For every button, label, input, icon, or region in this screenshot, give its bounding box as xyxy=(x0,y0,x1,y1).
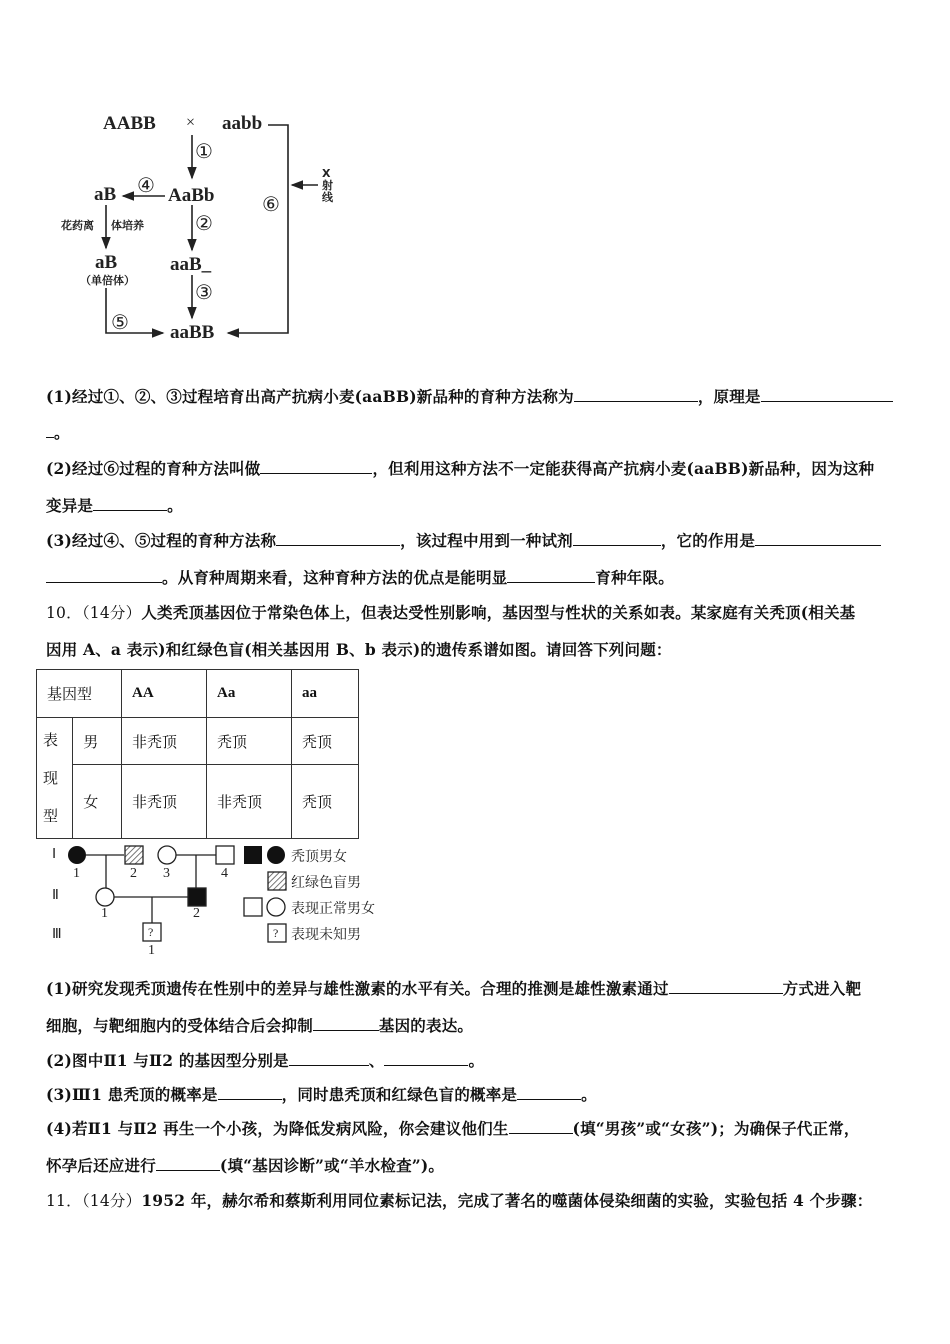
table-row-male xyxy=(37,718,359,765)
table-cell: 非秃顶 xyxy=(207,765,292,839)
anther-culture-left: 花药离 xyxy=(61,219,94,232)
q9-p3-blank-shorten[interactable] xyxy=(507,568,595,583)
q10-s2-sep: 、 xyxy=(368,1051,385,1070)
table-row-female xyxy=(37,765,359,839)
q10-sub4 xyxy=(46,1117,860,1139)
legend-colorblind: 红绿色盲男 xyxy=(291,875,361,891)
q10-s2-blank-II2[interactable] xyxy=(384,1051,468,1066)
xray-label xyxy=(322,168,334,204)
q10-sub1-cont xyxy=(46,1014,473,1036)
legend-bald-female-icon xyxy=(267,846,285,864)
q9-part2-cont xyxy=(46,494,183,516)
q10-s2-text: (2)图中Ⅱ1 与Ⅱ2 的基因型分别是 xyxy=(46,1051,289,1070)
generation-III-label: Ⅲ xyxy=(52,927,62,942)
table-header-aa: aa xyxy=(292,670,359,718)
table-cell: 非秃顶 xyxy=(122,718,207,765)
q10-intro-text-a: 人类秃顶基因位于常染色体上，但表达受性别影响，基因型与性状的关系如表。某家庭有关秃顶(相关基 xyxy=(141,603,856,622)
step-4-label: ④ xyxy=(137,173,155,197)
parent-aabb-dominant: AABB xyxy=(103,113,156,134)
q9-p2-end: 。 xyxy=(167,496,183,515)
q10-s4-text: (4)若Ⅱ1 与Ⅱ2 再生一个小孩，为降低发病风险，你会建议他们生 xyxy=(46,1119,509,1138)
result-genotype: aaBB xyxy=(170,322,215,343)
q10-s4-end: (填“基因诊断”或“羊水检查”)。 xyxy=(219,1156,445,1175)
q10-s4-blank-test[interactable] xyxy=(156,1156,220,1171)
table-cell: 秃顶 xyxy=(292,718,359,765)
legend-normal-female-icon xyxy=(267,898,285,916)
legend-normal-male-icon xyxy=(244,898,262,916)
q10-number: 10． xyxy=(46,604,82,622)
xray-xian: 线 xyxy=(322,191,333,204)
legend-normal: 表现正常男女 xyxy=(291,901,375,917)
q9-part3-cont xyxy=(46,566,674,588)
legend-colorblind-male-icon xyxy=(268,872,286,890)
q9-p3-text-function: ，它的作用是 xyxy=(660,531,756,550)
q10-sub1 xyxy=(46,977,861,999)
q11-number: 11． xyxy=(46,1192,82,1210)
q10-s1-text-cont: 细胞，与靶细胞内的受体结合后会抑制 xyxy=(46,1016,313,1035)
cross-symbol: × xyxy=(186,114,196,131)
q9-p2-text-variation: 变异是 xyxy=(46,496,94,515)
q9-p2-text: (2)经过⑥过程的育种方法叫做 xyxy=(46,459,261,478)
table-header-Aa: Aa xyxy=(207,670,292,718)
q9-p3-text-reagent: ，该过程中用到一种试剂 xyxy=(400,531,573,550)
generation-I-label: Ⅰ xyxy=(52,847,57,862)
pedigree-chart xyxy=(0,840,400,965)
q10-s2-end: 。 xyxy=(468,1051,485,1070)
table-header-row xyxy=(37,670,359,718)
xray-x: X xyxy=(322,167,331,180)
breeding-diagram xyxy=(0,0,360,350)
table-row-group-phenotype xyxy=(37,718,73,839)
id-I4: 4 xyxy=(221,866,228,881)
q9-p1-blank-method[interactable] xyxy=(574,387,698,402)
q9-p3-blank-reagent[interactable] xyxy=(573,531,661,546)
q10-s1-blank-gene[interactable] xyxy=(313,1016,379,1031)
q9-p3-blank-function[interactable] xyxy=(755,531,881,546)
q10-s3-end: 。 xyxy=(581,1085,597,1104)
id-I1: 1 xyxy=(73,866,80,881)
unknown-mark: ? xyxy=(148,925,154,939)
legend-unknown: 表现未知男 xyxy=(291,927,361,943)
table-header-AA: AA xyxy=(122,670,207,718)
f1-genotype: AaBb xyxy=(168,185,215,206)
q10-intro xyxy=(46,601,855,623)
q10-sub3 xyxy=(46,1083,597,1105)
phenotype-char-1: 表 xyxy=(43,731,59,749)
q9-part1-cont xyxy=(46,421,70,443)
table-sex-female: 女 xyxy=(73,765,122,839)
q9-p2-blank-variation[interactable] xyxy=(93,496,167,511)
id-II2: 2 xyxy=(193,906,200,921)
q9-part1 xyxy=(46,385,893,407)
step-6-label: ⑥ xyxy=(262,192,280,216)
q10-s4-text-cont: 怀孕后还应进行 xyxy=(46,1156,156,1175)
q9-part3 xyxy=(46,529,881,551)
q9-part2 xyxy=(46,457,874,479)
pedigree-I3-normal-female xyxy=(158,846,176,864)
q9-p1-blank-principle[interactable] xyxy=(761,387,893,402)
q10-s4-text-hint: (填“男孩”或“女孩”)；为确保子代正常， xyxy=(572,1119,860,1138)
q10-s1-blank-mode[interactable] xyxy=(669,979,783,994)
pedigree-II2-bald-male xyxy=(188,888,206,906)
intermediate-genotype: aaB_ xyxy=(170,254,212,275)
genotype-phenotype-table xyxy=(36,669,359,839)
q10-sub4-cont xyxy=(46,1154,444,1176)
q10-s3-blank-bald[interactable] xyxy=(218,1085,282,1100)
q9-p1-text: (1)经过①、②、③过程培育出高产抗病小麦(aaBB)新品种的育种方法称为 xyxy=(46,387,574,406)
haploid-genotype: aB xyxy=(95,252,118,273)
q10-intro-text-b: 因用 A、a 表示)和红绿色盲(相关基因用 B、b 表示)的遗传系谱如图。请回答下列问题： xyxy=(46,640,672,659)
legend-bald: 秃顶男女 xyxy=(291,849,347,865)
q9-p1-end: 。 xyxy=(54,423,70,442)
q9-p3-blank-function-cont[interactable] xyxy=(46,568,162,583)
q11-intro xyxy=(46,1189,872,1211)
q9-p3-blank-method[interactable] xyxy=(276,531,400,546)
table-cell: 非秃顶 xyxy=(122,765,207,839)
pedigree-I4-normal-male xyxy=(216,846,234,864)
anther-culture-right: 体培养 xyxy=(111,219,144,232)
q10-s1-end: 基因的表达。 xyxy=(378,1016,474,1035)
phenotype-char-2: 现 xyxy=(43,769,59,787)
q10-sub2 xyxy=(46,1049,484,1071)
pedigree-I2-colorblind-male xyxy=(125,846,143,864)
id-II1: 1 xyxy=(101,906,108,921)
xray-she: 射 xyxy=(322,179,333,192)
table-cell: 秃顶 xyxy=(207,718,292,765)
q10-intro-cont xyxy=(46,638,672,660)
q9-p3-text-advantage: 。从育种周期来看，这种育种方法的优点是能明显 xyxy=(162,568,508,587)
step-2-label: ② xyxy=(195,211,213,235)
q9-p3-end: 育种年限。 xyxy=(595,568,674,587)
id-III1: 1 xyxy=(148,943,155,958)
q10-s2-blank-II1[interactable] xyxy=(289,1051,369,1066)
table-sex-male: 男 xyxy=(73,718,122,765)
q10-s1-text: (1)研究发现秃顶遗传在性别中的差异与雄性激素的水平有关。合理的推测是雄性激素通过 xyxy=(46,979,669,998)
phenotype-char-3: 型 xyxy=(43,807,59,825)
q10-s3-text: (3)Ⅲ1 患秃顶的概率是 xyxy=(46,1085,218,1104)
step-5-label: ⑤ xyxy=(111,310,129,334)
q9-p1-blank-principle-cont[interactable] xyxy=(46,423,54,438)
generation-II-label: Ⅱ xyxy=(52,888,59,903)
q9-p2-blank-method[interactable] xyxy=(260,459,372,474)
id-I2: 2 xyxy=(130,866,137,881)
q9-p3-text: (3)经过④、⑤过程的育种方法称 xyxy=(46,531,277,550)
step-3-label: ③ xyxy=(195,280,213,304)
pedigree-I1-bald-female xyxy=(68,846,86,864)
q10-s3-blank-both[interactable] xyxy=(517,1085,581,1100)
table-header-genotype: 基因型 xyxy=(37,670,122,718)
q9-p1-text-principle: ，原理是 xyxy=(697,387,761,406)
parent-aabb-recessive: aabb xyxy=(222,113,263,134)
q11-text: 1952 年，赫尔希和蔡斯利用同位素标记法，完成了著名的噬菌体侵染细菌的实验，实验包括 4 个步骤： xyxy=(141,1191,873,1210)
q10-s4-blank-sex[interactable] xyxy=(509,1119,573,1134)
pedigree-II1-normal-female xyxy=(96,888,114,906)
haploid-note: （单倍体） xyxy=(80,274,135,287)
table-cell: 秃顶 xyxy=(292,765,359,839)
legend-unknown-mark: ? xyxy=(273,926,279,940)
q9-p2-text-reason: ，但利用这种方法不一定能获得高产抗病小麦(aaBB)新品种，因为这种 xyxy=(372,459,875,478)
id-I3: 3 xyxy=(163,866,170,881)
step-1-label: ① xyxy=(195,139,213,163)
gamete-genotype: aB xyxy=(94,184,117,205)
q10-score: （14分） xyxy=(81,604,142,622)
q11-score: （14分） xyxy=(81,1192,142,1210)
q10-s3-text-both: ，同时患秃顶和红绿色盲的概率是 xyxy=(281,1085,518,1104)
legend-bald-male-icon xyxy=(244,846,262,864)
diagram-arrows xyxy=(0,0,360,350)
q10-s1-text-target: 方式进入靶 xyxy=(782,979,862,998)
